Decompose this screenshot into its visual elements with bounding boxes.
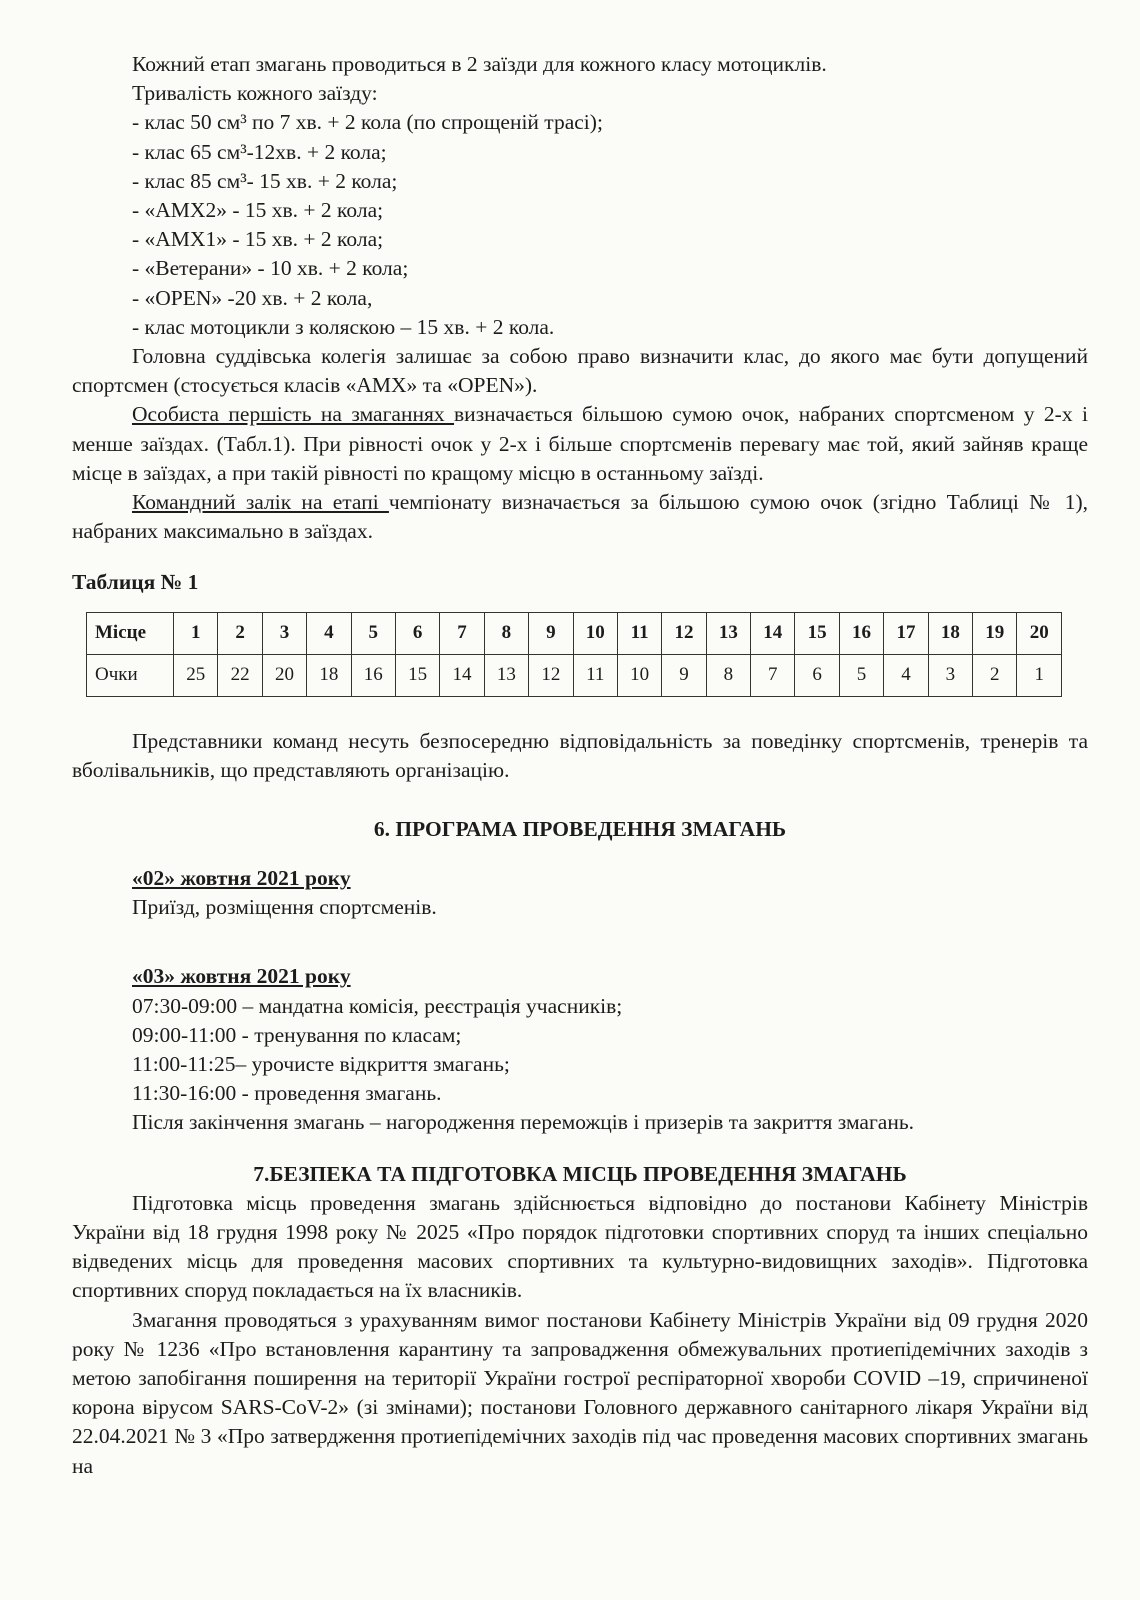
table-cell: 15 (395, 654, 439, 696)
table-cell: 15 (795, 612, 839, 654)
duration-list (72, 108, 1088, 342)
table-cell: 18 (307, 654, 351, 696)
intro-line-2: Тривалість кожного заїзду: (132, 81, 378, 106)
section-7-paragraph-1: Підготовка місць проведення змагань здійснюється відповідно до постанови Кабінету Міністрів України від 18 грудня 1998 року № 2025 «Про порядок підготовки спортивних споруд та інших спеціально відведених місць для проведення масових спортивних та культурно-видовищних заходів». Підготовка спортивних споруд покладається на їх власників. (72, 1190, 1088, 1303)
table-cell: 11 (617, 612, 661, 654)
table-cell: 3 (928, 654, 972, 696)
table-cell: 10 (617, 654, 661, 696)
judges-paragraph: Головна суддівська колегія залишає за собою право визначити клас, до якого має бути допущений спортсмен (стосується класів «АМХ» та «OPEN»). (72, 344, 1088, 398)
table-cell: 1 (174, 612, 218, 654)
list-item: - клас 85 см³- 15 хв. + 2 кола; (132, 168, 398, 193)
table-cell: 7 (440, 612, 484, 654)
table-cell: 14 (440, 654, 484, 696)
table-caption: Таблиця № 1 (72, 570, 199, 595)
table-cell: 16 (839, 612, 883, 654)
program-day-2 (72, 962, 1088, 1137)
table-cell: 20 (1017, 612, 1062, 654)
table-cell: 25 (174, 654, 218, 696)
table-row (87, 654, 1062, 696)
section-6-title: 6. ПРОГРАМА ПРОВЕДЕННЯ ЗМАГАНЬ (373, 817, 787, 842)
points-table (86, 612, 1062, 697)
table-cell: 17 (884, 612, 928, 654)
personal-text: визначається більшою сумою очок, набраних спортсменом у 2-х і менше заїздах. (Табл.1). При рівності очок у 2-х і більше спортсменів перевагу має той, який зайняв краще місце в заїздах, а при такій рівності по кращому місцю в останньому заїзді. (72, 402, 1088, 485)
representatives-paragraph: Представники команд несуть безпосередню відповідальність за поведінку спортсменів, тренерів та вболівальників, що представляють організацію. (72, 728, 1088, 782)
table-cell: 20 (262, 654, 306, 696)
table-cell: 9 (662, 654, 706, 696)
table-cell: 14 (751, 612, 795, 654)
list-item: - клас 50 см³ по 7 хв. + 2 кола (по спрощеній трасі); (132, 110, 603, 135)
table-cell: 19 (973, 612, 1017, 654)
intro-section (72, 50, 1088, 546)
table-cell: 4 (307, 612, 351, 654)
list-item: - клас 65 см³-12хв. + 2 кола; (132, 139, 387, 164)
table-cell: 10 (573, 612, 617, 654)
table-cell: 13 (706, 612, 750, 654)
row-label-place: Місце (87, 612, 174, 654)
table-cell: 2 (973, 654, 1017, 696)
team-text: чемпіонату визначається за більшою сумою очок (згідно Таблиці № 1), набраних максимально в заїздах. (72, 490, 1088, 544)
table-cell: 4 (884, 654, 928, 696)
table-cell: 12 (529, 654, 573, 696)
team-paragraph (72, 488, 1088, 546)
table-cell: 6 (395, 612, 439, 654)
table-cell: 18 (928, 612, 972, 654)
table-row (87, 612, 1062, 654)
table-cell: 11 (573, 654, 617, 696)
table-cell: 1 (1017, 654, 1062, 696)
program-day-1 (72, 864, 1088, 922)
list-item: - «АМХ1» - 15 хв. + 2 кола; (132, 227, 384, 252)
table-cell: 22 (218, 654, 262, 696)
schedule-item: Після закінчення змагань – нагородження переможців і призерів та закриття змагань. (132, 1110, 915, 1135)
schedule-item: 11:30-16:00 - проведення змагань. (132, 1081, 442, 1106)
schedule-item: 11:00-11:25– урочисте відкриття змагань; (132, 1052, 510, 1077)
intro-line-1: Кожний етап змагань проводиться в 2 заїзди для кожного класу мотоциклів. (132, 52, 827, 76)
personal-paragraph (72, 400, 1088, 488)
table-cell: 7 (751, 654, 795, 696)
table-cell: 12 (662, 612, 706, 654)
table-cell: 8 (484, 612, 528, 654)
table-cell: 8 (706, 654, 750, 696)
team-heading: Командний залік на етапі (132, 490, 389, 515)
schedule-item: 09:00-11:00 - тренування по класам; (132, 1022, 462, 1047)
personal-heading: Особиста першість на змаганнях (132, 402, 455, 427)
section-7-title: 7.БЕЗПЕКА ТА ПІДГОТОВКА МІСЦЬ ПРОВЕДЕННЯ ЗМАГАНЬ (253, 1161, 907, 1186)
table-cell: 13 (484, 654, 528, 696)
row-label-points: Очки (87, 654, 174, 696)
table-cell: 5 (351, 612, 395, 654)
table-cell: 2 (218, 612, 262, 654)
table-cell: 5 (839, 654, 883, 696)
list-item: - «АМХ2» - 15 хв. + 2 кола; (132, 198, 384, 223)
section-7-paragraph-2: Змагання проводяться з урахуванням вимог постанови Кабінету Міністрів України від 09 грудня 2020 року № 1236 «Про встановлення карантину та запровадження обмежувальних протиепідемічних заходів з метою запобігання поширення на території України гострої респіраторної хвороби COVID –19, спричиненої корона вірусом SARS-CoV-2» (зі змінами); постанови Головного державного санітарного лікаря України від 22.04.2021 № 3 «Про затвердження протиепідемічних заходів під час проведення масових спортивних змагань на (72, 1307, 1088, 1478)
list-item: - «OPEN» -20 хв. + 2 кола, (132, 285, 373, 310)
schedule-item: 07:30-09:00 – мандатна комісія, реєстрація учасників; (132, 993, 623, 1018)
table-cell: 6 (795, 654, 839, 696)
table-cell: 16 (351, 654, 395, 696)
day-1-text: Приїзд, розміщення спортсменів. (132, 895, 437, 920)
day-2-date: «03» жовтня 2021 року (132, 964, 351, 989)
list-item: - «Ветерани» - 10 хв. + 2 кола; (132, 256, 409, 281)
table-cell: 3 (262, 612, 306, 654)
day-1-date: «02» жовтня 2021 року (132, 866, 351, 891)
list-item: - клас мотоцикли з коляскою – 15 хв. + 2 кола. (132, 314, 555, 339)
table-cell: 9 (529, 612, 573, 654)
